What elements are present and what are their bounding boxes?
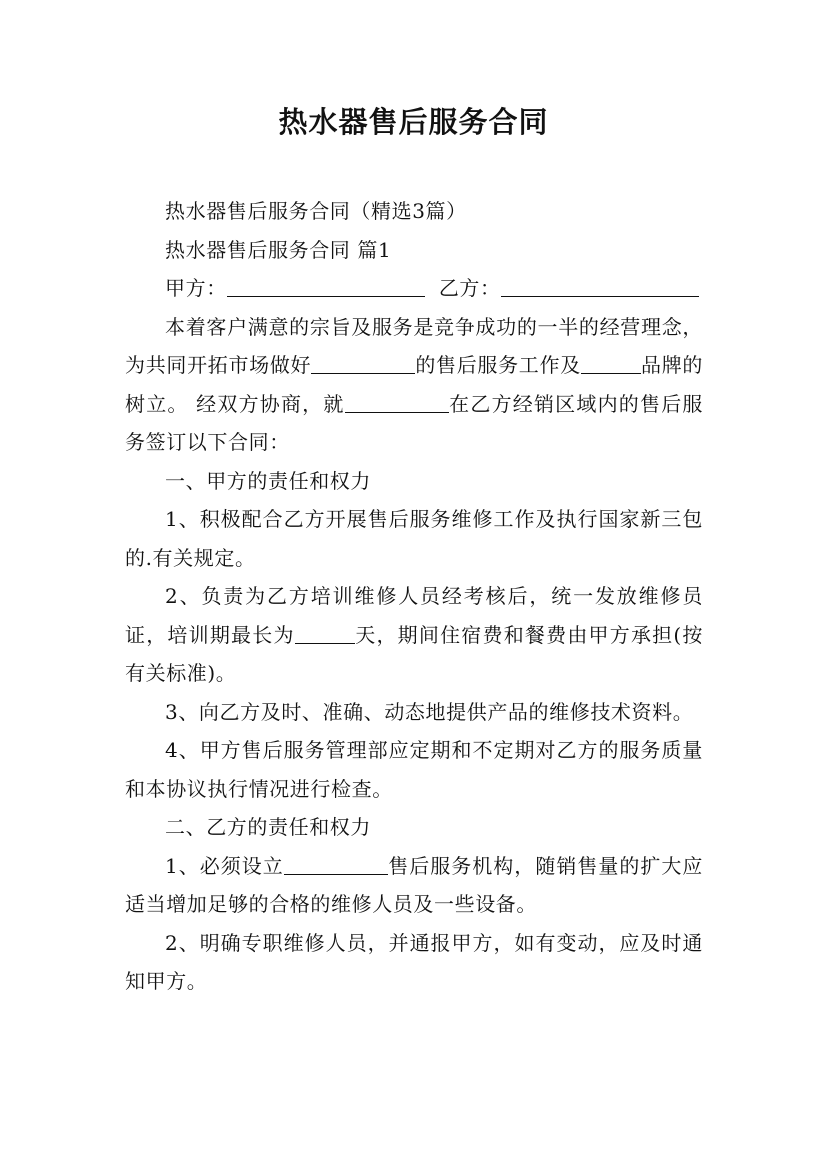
intro-text-4: 在乙方经销区域内的售后服务签订以下合同： — [125, 391, 703, 454]
intro-blank-1 — [311, 355, 415, 374]
intro-text-2: 的售后服务工作及 — [415, 353, 581, 377]
training-days-blank — [295, 625, 355, 644]
section-2-item-2: 2、明确专职维修人员，并通报甲方，如有变动，应及时通知甲方。 — [125, 930, 703, 993]
intro-text-3: 品牌的树立。 经双方协商，就 — [125, 353, 703, 416]
intro-blank-2 — [581, 355, 641, 374]
section-1-item-2-text-1: 2、负责为乙方培训维修人员经考核后，统一发放维修员证，培训期最长为 — [125, 584, 703, 647]
section-2-heading: 二、乙方的责任和权力 — [165, 815, 371, 839]
intro-blank-3 — [345, 394, 449, 413]
section-2-item-1-text-1: 1、必须设立 — [165, 853, 284, 878]
document-body — [125, 192, 703, 1001]
section-1-item-2 — [125, 577, 703, 693]
article-heading: 热水器售后服务合同 篇1 — [165, 237, 392, 262]
section-1-item-1: 1、积极配合乙方开展售后服务维修工作及执行国家新三包的.有关规定。 — [125, 507, 703, 570]
section-2-item-1-text-2: 售后服务机构，随销售量的扩大应适当增加足够的合格的维修人员及一些设备。 — [125, 853, 704, 916]
document-subtitle: 热水器售后服务合同（精选3篇） — [165, 199, 467, 223]
parties-line — [125, 269, 703, 308]
section-1-item-2-text-2: 天，期间住宿费和餐费由甲方承担(按有关标准)。 — [125, 622, 703, 685]
party-b-label: 乙方： — [438, 276, 501, 300]
intro-text-1: 本着客户满意的宗旨及服务是竞争成功的一半的经营理念，为共同开拓市场做好 — [125, 314, 703, 377]
service-org-blank — [284, 856, 388, 875]
section-1-item-3: 3、向乙方及时、准确、动态地提供产品的维修技术资料。 — [165, 699, 694, 724]
section-2-item-1 — [125, 847, 703, 924]
party-b-blank — [501, 278, 699, 297]
party-a-blank — [227, 278, 425, 297]
party-a-label: 甲方： — [165, 276, 227, 300]
section-1-item-4: 4、甲方售后服务管理部应定期和不定期对乙方的服务质量和本协议执行情况进行检查。 — [125, 738, 703, 801]
intro-paragraph — [125, 308, 703, 462]
document-title: 热水器售后服务合同 — [278, 105, 549, 139]
section-1-heading: 一、甲方的责任和权力 — [165, 468, 371, 493]
